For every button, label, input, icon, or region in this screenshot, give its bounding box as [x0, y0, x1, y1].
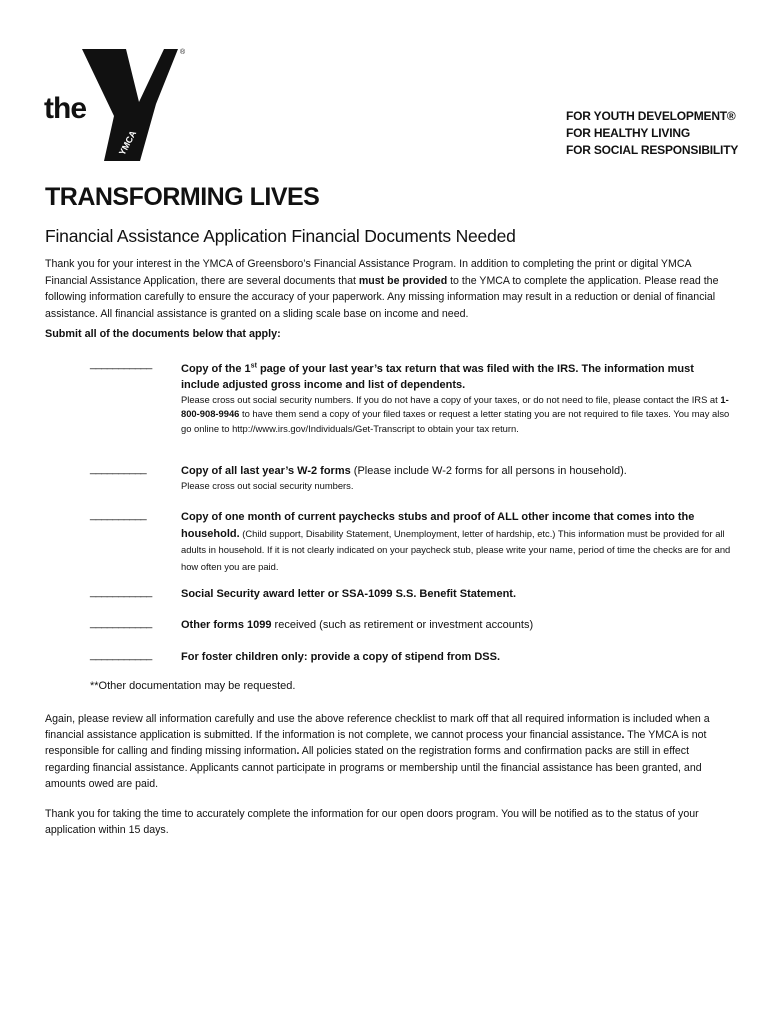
submit-heading: Submit all of the documents below that apply: — [45, 328, 281, 340]
check-blank[interactable]: ___________ — [90, 617, 152, 629]
item-note: Please cross out social security numbers. — [181, 480, 354, 491]
ymca-y-mark-icon — [44, 44, 194, 162]
check-blank[interactable]: ___________ — [90, 586, 152, 598]
svg-text:YMCA: YMCA — [116, 128, 139, 157]
item-text: For foster children only: provide a copy of stipend from DSS. — [181, 651, 501, 663]
page-title: TRANSFORMING LIVES — [45, 183, 320, 211]
item-text: Other forms 1099 received (such as retirement or investment accounts) — [181, 619, 534, 631]
intro-paragraph: Thank you for your interest in the YMCA of Greensboro’s Financial Assistance Program. In addition to completing the print or digital YMCA Financial Assistance Application, there are several documents that must be provided to the YMCA to complete the application. Please read the following information carefully to ensure the accuracy of your paperwork. Any missing information may result in a reduction or denial of financial assistance. All financial assistance is granted on a sliding scale base on income and need. — [45, 258, 719, 320]
logo-word: the — [44, 92, 86, 125]
item-text: Copy of the 1st page of your last year’s tax return that was filed with the IRS. The information must include adjusted gross income and list of dependents. Please cross out social security numbers. If you do not have a copy of your taxes, or do not need to file, please contact the IRS at 1-800-908-9946 to have them send a copy of your filed taxes or request a letter stating you are not required to file taxes. You may also go online to http://www.irs.gov/Individuals/Get-Transcript to obtain your tax return. — [181, 358, 731, 436]
item-note: Please cross out social security numbers. If you do not have a copy of your taxes, or do not need to file, please contact the IRS at 1-800-908-9946 to have them send a copy of your filed taxes or request a letter stating you are not required to file taxes. You may also go online to http://www.irs.gov/Individuals/Get-Transcript to obtain your tax return. — [181, 393, 730, 434]
item-text: Social Security award letter or SSA-1099 S.S. Benefit Statement. — [181, 588, 517, 600]
check-blank[interactable]: ___________ — [90, 649, 152, 661]
ymca-tagline — [566, 108, 738, 159]
check-blank[interactable]: ___________ — [90, 358, 152, 370]
thanks-paragraph: Thank you for taking the time to accurately complete the information for our open doors program. You will be notified as to the status of your application within 15 days. — [45, 808, 699, 837]
closing-paragraph: Again, please review all information carefully and use the above reference checklist to mark off that all required information is included when a financial assistance application is submitted. If the information is not complete, we cannot process your financial assistance. The YMCA is not responsible for calling and finding missing information. All policies stated on the registration forms and confirmation packs are still in effect regarding financial assistance. Applicants cannot participate in programs or membership until the financial assistance has been granted, and amounts owed are paid. — [45, 713, 710, 790]
check-blank[interactable]: __________ — [90, 509, 147, 521]
item-text: Copy of all last year’s W-2 forms (Please include W-2 forms for all persons in household). Please cross out social security numbers. — [181, 463, 731, 494]
must-be-provided-emphasis: must be provided — [358, 274, 448, 287]
tagline-line: FOR SOCIAL RESPONSIBILITY — [566, 143, 739, 157]
page-subtitle: Financial Assistance Application Financial Documents Needed — [45, 226, 516, 246]
check-blank[interactable]: __________ — [90, 463, 147, 475]
tagline-line: FOR YOUTH DEVELOPMENT® — [566, 109, 736, 123]
item-text: Copy of one month of current paychecks stubs and proof of ALL other income that comes into the household. (Child support, Disability Statement, Unemployment, letter of hardship, etc.) This information must be provided for all adults in household. If it is not clearly indicated on your paycheck stub, please write your name, period of time the checks are for and how often you are paid. — [181, 511, 731, 572]
tagline-line: FOR HEALTHY LIVING — [566, 126, 690, 140]
ymca-logo — [44, 44, 194, 162]
svg-text:®: ® — [180, 49, 186, 56]
other-documentation-note: **Other documentation may be requested. — [90, 680, 296, 692]
